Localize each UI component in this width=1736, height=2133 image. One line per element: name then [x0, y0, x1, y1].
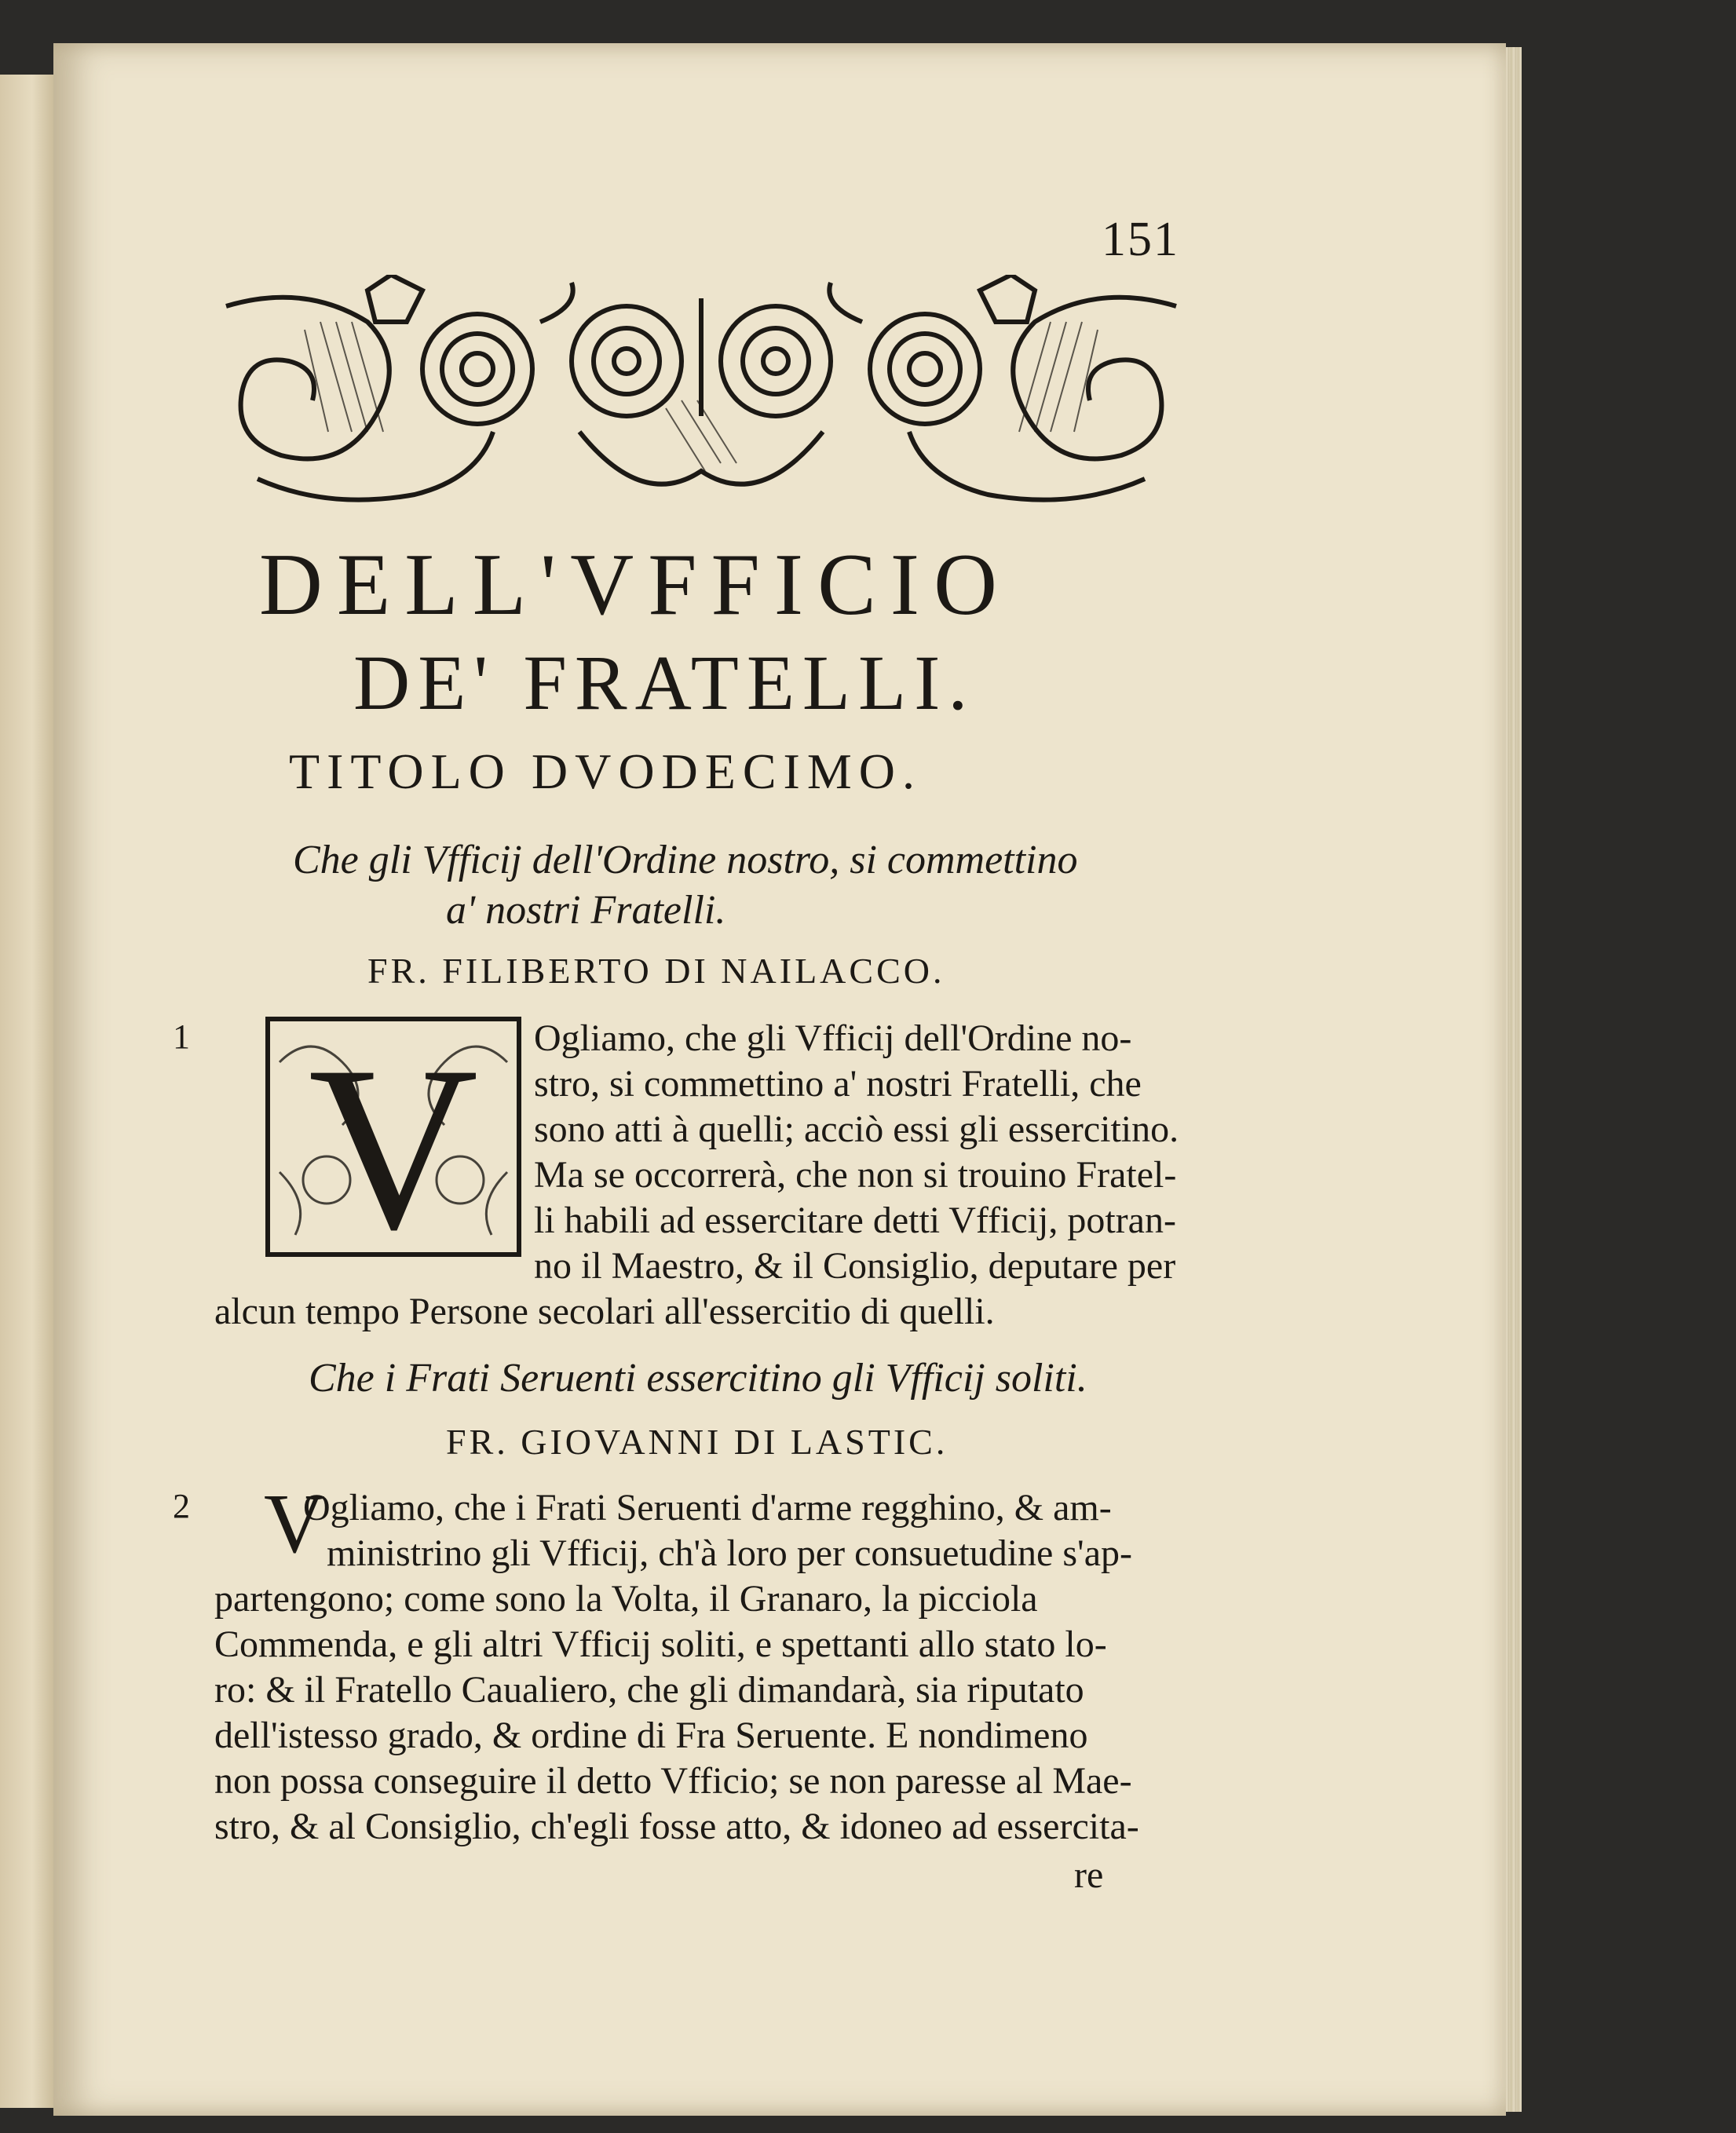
section1-heading-line2: a' nostri Fratelli.	[446, 888, 726, 933]
ornamental-headpiece	[210, 275, 1192, 514]
section2-author: FR. GIOVANNI DI LASTIC.	[446, 1422, 948, 1462]
section1-line-3: sono atti à quelli; acciò essi gli essercitino.	[534, 1109, 1179, 1150]
section2-line-3: partengono; come sono la Volta, il Granaro, la picciola	[214, 1578, 1038, 1620]
section2-line-4: Commenda, e gli altri Vfficij soliti, e spettanti allo stato lo-	[214, 1623, 1107, 1665]
section1-number: 1	[173, 1017, 190, 1056]
section1-line-2: stro, si commettino a' nostri Fratelli, che	[534, 1063, 1142, 1105]
section1-line-1: Ogliamo, che gli Vfficij dell'Ordine no-	[534, 1017, 1132, 1059]
title-line-2: DE' FRATELLI.	[353, 639, 976, 726]
section1-line-6: no il Maestro, & il Consiglio, deputare per	[534, 1245, 1176, 1287]
section2-line-8: stro, & al Consiglio, ch'egli fosse atto, & idoneo ad essercita-	[214, 1806, 1139, 1847]
initial-letter: V	[308, 1017, 479, 1258]
section1-heading-line1: Che gli Vfficij dell'Ordine nostro, si commettino	[293, 838, 1078, 882]
section2-line-6: dell'istesso grado, & ordine di Fra Seruente. E nondimeno	[214, 1715, 1088, 1756]
section2-heading: Che i Frati Seruenti essercitino gli Vfficij soliti.	[309, 1356, 1087, 1401]
book-page	[53, 43, 1506, 2116]
section1-line-7: alcun tempo Persone secolari all'essercitio di quelli.	[214, 1291, 995, 1332]
decorated-initial	[264, 1015, 523, 1258]
section2-line-2: ministrino gli Vfficij, ch'à loro per consuetudine s'ap-	[327, 1532, 1132, 1574]
title-line-3: TITOLO DVODECIMO.	[289, 743, 922, 799]
title-line-1: DELL'VFFICIO	[259, 536, 1011, 634]
section1-line-4: Ma se occorrerà, che non si trouino Fratel-	[534, 1154, 1177, 1196]
catchword: re	[1074, 1854, 1104, 1896]
section2-initial: V	[264, 1477, 325, 1571]
section1-line-5: li habili ad essercitare detti Vfficij, potran-	[534, 1200, 1176, 1241]
page-number: 151	[1102, 213, 1179, 266]
section2-number: 2	[173, 1487, 190, 1525]
section2-line-1: Ogliamo, che i Frati Seruenti d'arme regghino, & am-	[303, 1487, 1112, 1529]
facing-page-edge	[0, 75, 53, 2108]
section2-line-7: non possa conseguire il detto Vfficio; se non paresse al Mae-	[214, 1760, 1132, 1802]
section1-author: FR. FILIBERTO DI NAILACCO.	[367, 951, 945, 991]
section2-line-5: ro: & il Fratello Caualiero, che gli dimandarà, sia riputato	[214, 1669, 1084, 1711]
